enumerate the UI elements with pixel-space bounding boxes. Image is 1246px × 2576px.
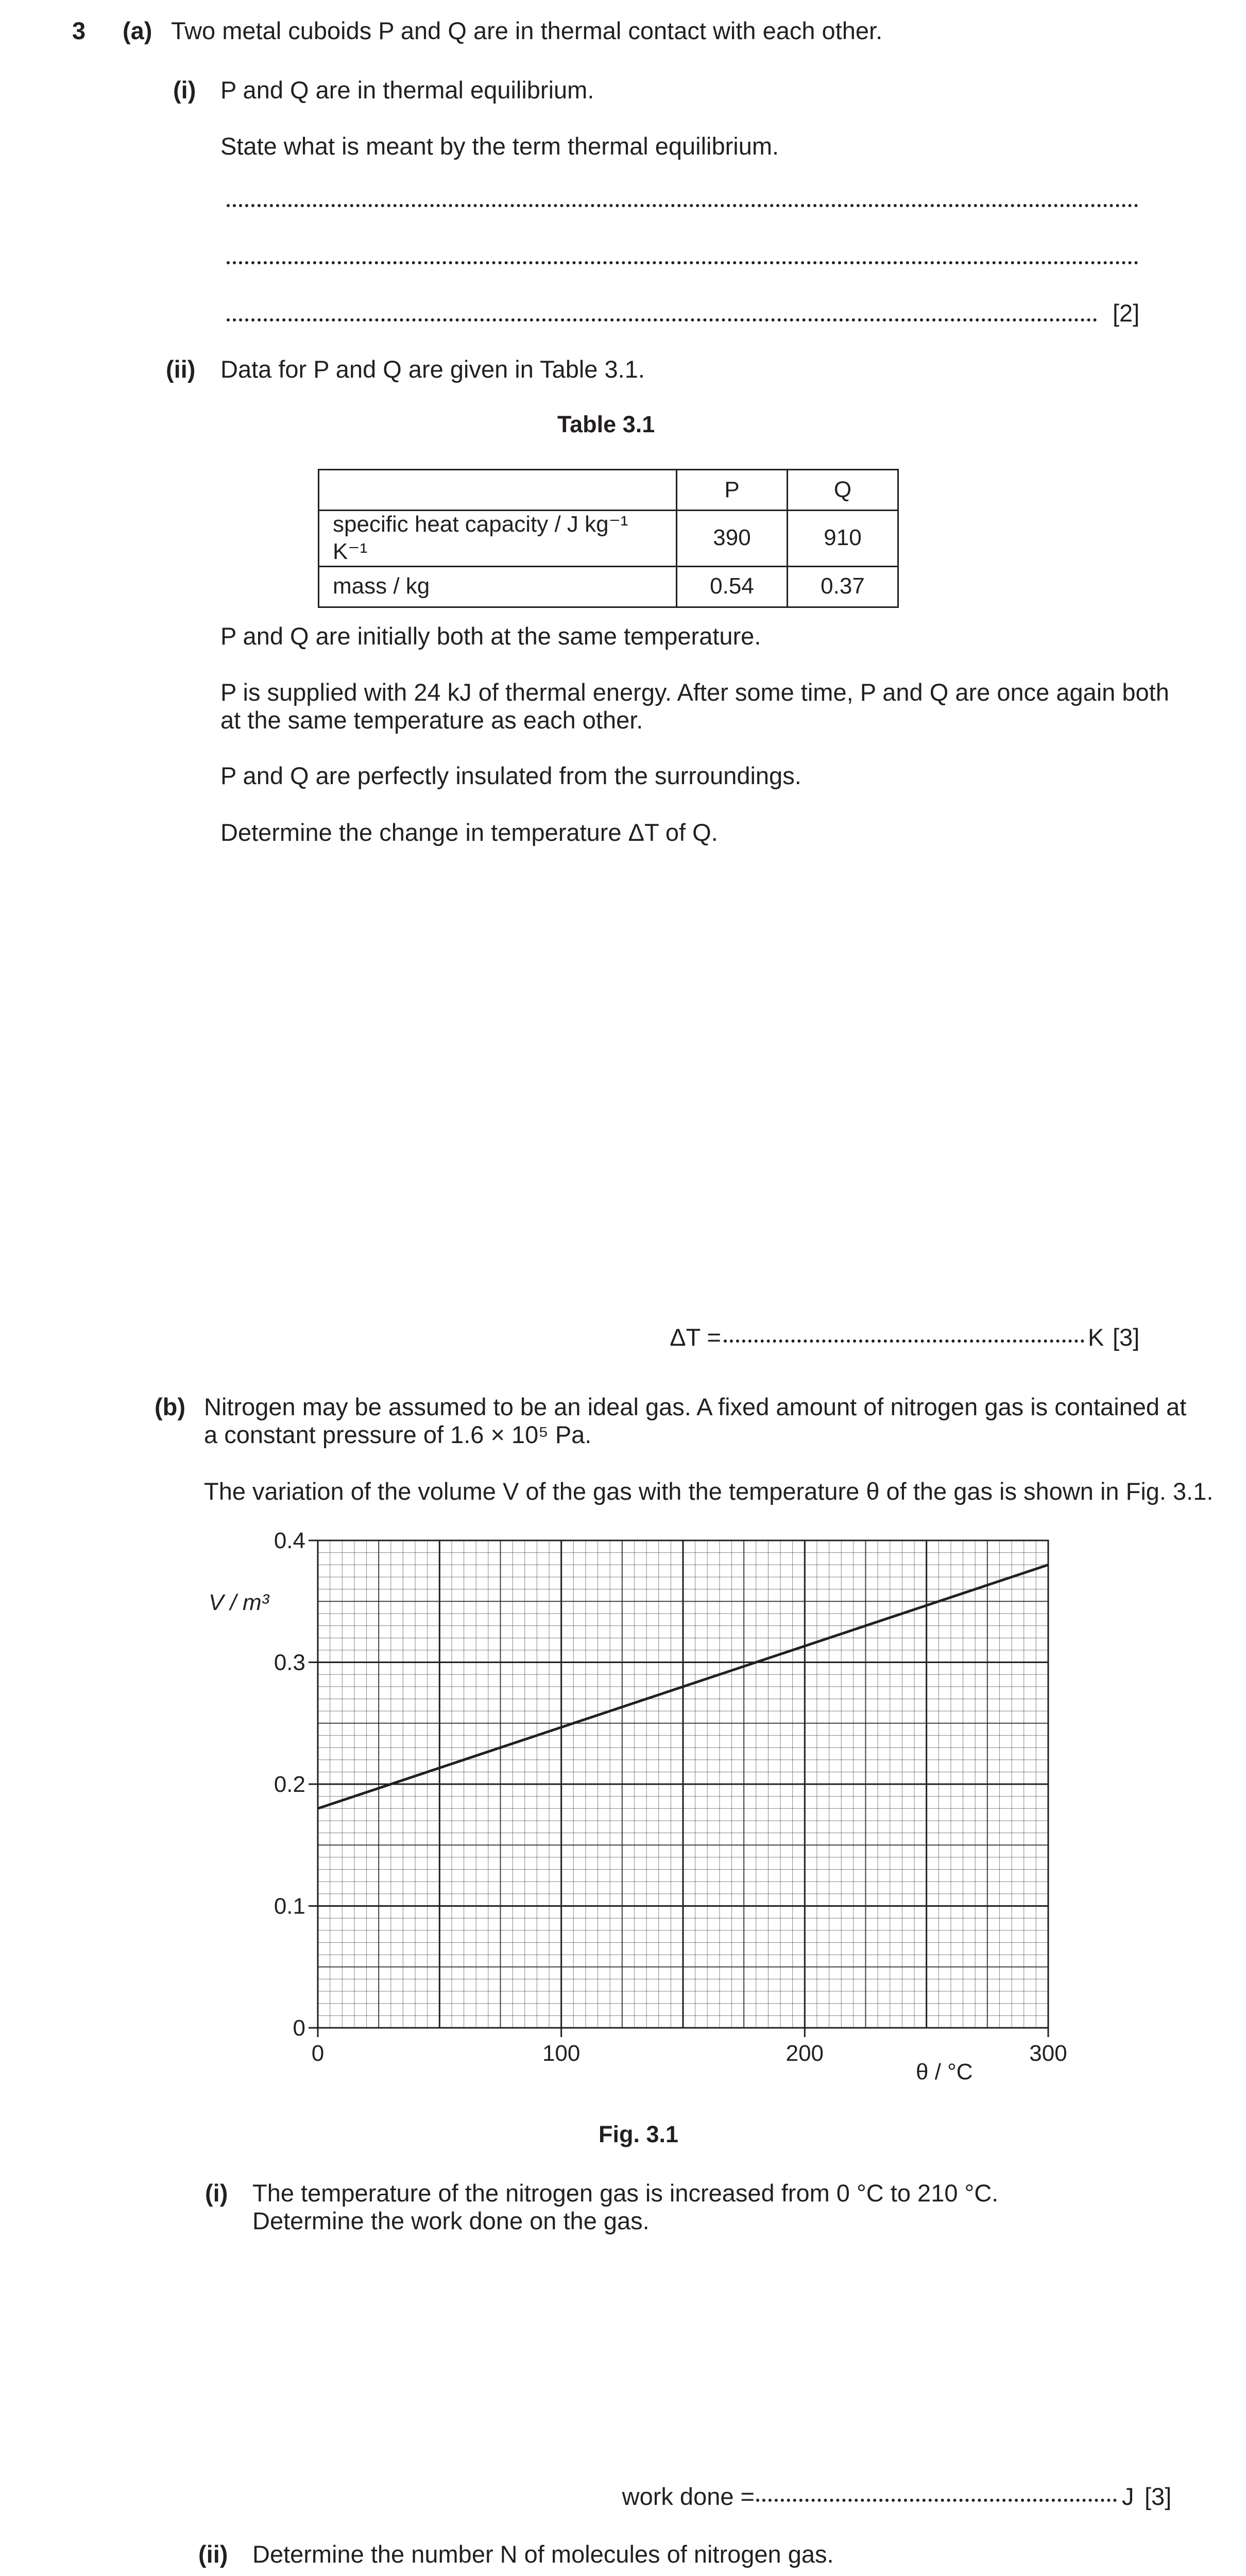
- x-axis-label: θ / °C: [916, 2059, 973, 2084]
- series-line: [318, 1565, 1048, 1808]
- part-a-intro: Two metal cuboids P and Q are in thermal contact with each other.: [171, 17, 883, 44]
- table-header-cell: [319, 470, 677, 511]
- x-tick-label: 300: [1029, 2041, 1067, 2066]
- x-tick-label: 200: [786, 2041, 824, 2066]
- data-table: [318, 469, 899, 608]
- part-a-label: (a): [123, 17, 152, 44]
- part-a-ii-para2-line1: P is supplied with 24 kJ of thermal energy. After some time, P and Q are once again both: [220, 679, 1169, 706]
- table-header-row: [319, 470, 898, 511]
- work-done-answer-label: work done =: [622, 2483, 755, 2510]
- y-tick-label: 0.1: [274, 1893, 305, 1919]
- table-row: [319, 566, 898, 607]
- part-b-i-line2: Determine the work done on the gas.: [252, 2207, 650, 2234]
- part-b-i-marks: [3]: [1145, 2483, 1172, 2510]
- y-tick-label: 0.2: [274, 1772, 305, 1797]
- work-done-unit: J: [1122, 2483, 1134, 2510]
- part-a-i-marks: [2]: [1113, 299, 1140, 327]
- table-cell: 390: [677, 511, 788, 567]
- table-title: Table 3.1: [557, 411, 655, 437]
- part-a-i-prompt: State what is meant by the term thermal equilibrium.: [220, 132, 779, 160]
- delta-t-answer-label: ΔT =: [670, 1324, 721, 1351]
- y-tick-label: 0.4: [274, 1528, 305, 1553]
- part-b-intro-line2: a constant pressure of 1.6 × 10⁵ Pa.: [204, 1421, 592, 1448]
- table-cell: specific heat capacity / J kg⁻¹ K⁻¹: [319, 511, 677, 567]
- table-cell: 910: [788, 511, 898, 567]
- table-cell: mass / kg: [319, 566, 677, 607]
- part-a-ii-intro: Data for P and Q are given in Table 3.1.: [220, 355, 645, 383]
- plot-frame: [318, 1540, 1048, 2028]
- table-cell: 0.54: [677, 566, 788, 607]
- figure-caption: Fig. 3.1: [599, 2121, 679, 2147]
- answer-line[interactable]: [227, 261, 1138, 264]
- delta-t-answer-field[interactable]: [724, 1340, 1084, 1343]
- y-tick-label: 0.3: [274, 1650, 305, 1675]
- x-tick-label: 100: [542, 2041, 581, 2066]
- part-a-ii-prompt: Determine the change in temperature ΔT of Q.: [220, 819, 718, 846]
- part-b-i-line1: The temperature of the nitrogen gas is increased from 0 °C to 210 °C.: [252, 2179, 999, 2207]
- table-header-cell: Q: [788, 470, 898, 511]
- part-b-ii-prompt: Determine the number N of molecules of nitrogen gas.: [252, 2540, 834, 2568]
- part-a-ii-para1: P and Q are initially both at the same temperature.: [220, 622, 761, 650]
- part-b-ii-label: (ii): [198, 2540, 228, 2568]
- part-a-i-label: (i): [173, 76, 196, 104]
- y-axis-label: V / m³: [209, 1590, 269, 1615]
- table-header-cell: P: [677, 470, 788, 511]
- x-tick-label: 0: [311, 2041, 325, 2066]
- part-a-ii-para2-line2: at the same temperature as each other.: [220, 706, 643, 734]
- table-row: [319, 511, 898, 567]
- part-a-ii-label: (ii): [166, 355, 196, 383]
- delta-t-unit: K: [1088, 1324, 1104, 1351]
- part-b-i-label: (i): [205, 2179, 228, 2207]
- part-a-ii-para3: P and Q are perfectly insulated from the surroundings.: [220, 762, 801, 789]
- part-b-label: (b): [155, 1393, 186, 1420]
- part-b-intro-line1: Nitrogen may be assumed to be an ideal gas. A fixed amount of nitrogen gas is contained at: [204, 1393, 1187, 1420]
- answer-line[interactable]: [227, 204, 1138, 207]
- question-number: 3: [72, 17, 86, 44]
- part-a-i-statement: P and Q are in thermal equilibrium.: [220, 76, 594, 104]
- table-cell: 0.37: [788, 566, 898, 607]
- work-done-answer-field[interactable]: [756, 2499, 1117, 2502]
- part-b-graph-intro: The variation of the volume V of the gas with the temperature θ of the gas is shown in Fig. 3.1.: [204, 1478, 1214, 1505]
- part-a-ii-marks: [3]: [1113, 1324, 1140, 1351]
- y-tick-label: 0: [293, 2015, 305, 2041]
- answer-line[interactable]: [227, 318, 1097, 321]
